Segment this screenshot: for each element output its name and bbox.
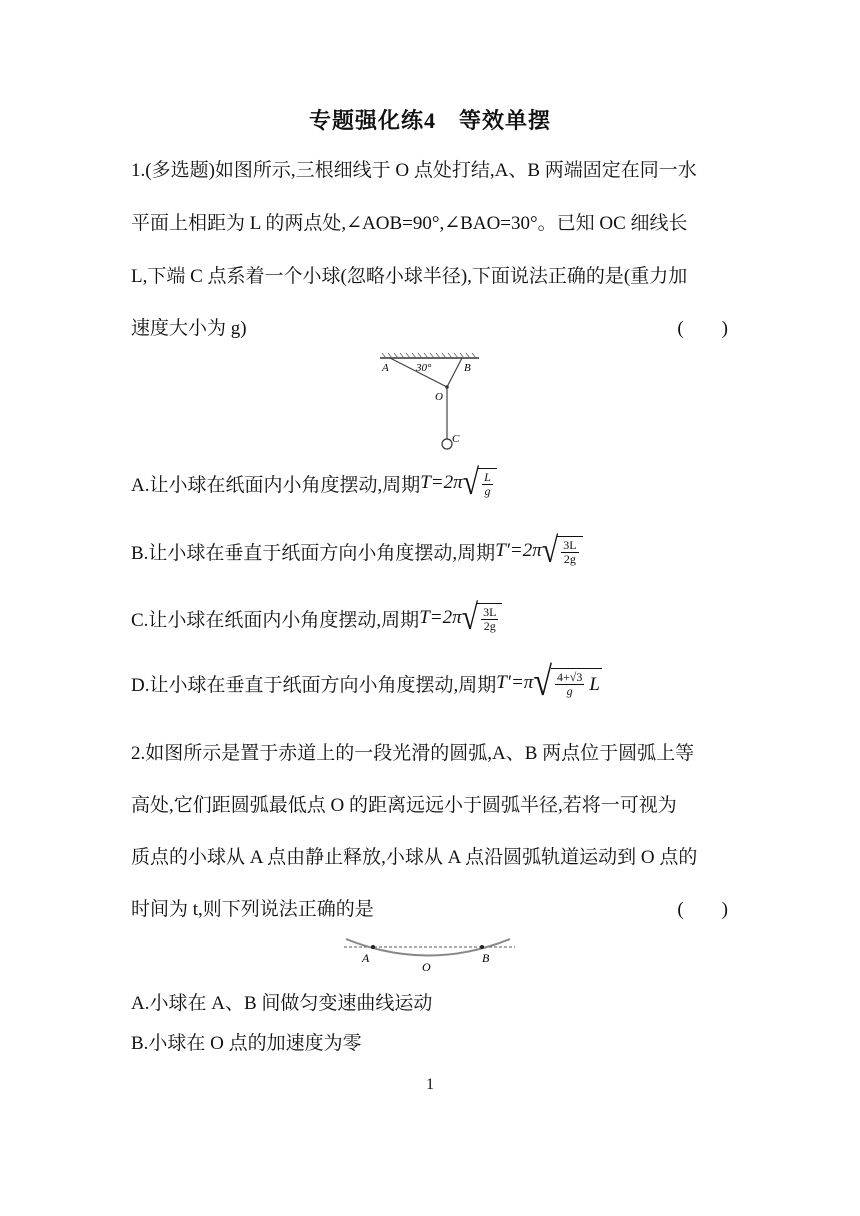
q1-option-c-den: 2g xyxy=(483,619,496,633)
q1-option-b-sqrt: √ $\frac{3L}{2g}$ xyxy=(542,536,583,566)
q2-line-4: 时间为 t,则下列说法正确的是 xyxy=(131,899,374,920)
q1-option-a-sqrt: √ $\frac{L}{g}$ xyxy=(463,468,497,498)
q1-line-1: 1.(多选题)如图所示,三根细线于 O 点处打结,A、B 两端固定在同一水 xyxy=(131,160,697,181)
q1-label-a: A xyxy=(382,362,389,374)
q1-option-d-den: g xyxy=(566,684,573,698)
q1-option-d-tail: L xyxy=(589,673,600,695)
q1-option-d xyxy=(131,660,602,705)
q1-option-c-text: C.让小球在纸面内小角度摆动,周期 xyxy=(131,609,420,631)
q1-line-4: 速度大小为 g) xyxy=(131,318,247,339)
q1-option-d-sqrt: √ $\frac{4+√3}{g}$ L xyxy=(533,660,600,705)
q2-arc-figure xyxy=(340,932,520,977)
q1-pendulum-figure xyxy=(372,350,487,455)
q1-label-b: B xyxy=(464,362,471,374)
q2-label-b: B xyxy=(482,951,490,965)
q1-option-c-lhs: T=2π xyxy=(419,607,462,628)
q1-option-b-text: B.让小球在垂直于纸面方向小角度摆动,周期 xyxy=(131,542,496,564)
q1-option-a-den: g xyxy=(484,484,491,498)
q2-option-a: A.小球在 A、B 间做匀变速曲线运动 xyxy=(131,993,433,1014)
q1-line-2: 平面上相距为 L 的两点处,∠AOB=90°,∠BAO=30°。已知 OC 细线长 xyxy=(131,213,688,234)
q2-option-b: B.小球在 O 点的加速度为零 xyxy=(131,1033,362,1054)
q1-option-a xyxy=(131,462,497,503)
q1-option-b-lhs: T′=2π xyxy=(495,540,542,561)
q1-option-d-lhs: T′=π xyxy=(496,672,534,693)
q1-label-angle: 30° xyxy=(416,362,432,374)
q1-option-b-num: 3L xyxy=(563,538,577,552)
q1-label-c: C xyxy=(452,433,460,445)
q2-line-1: 2.如图所示是置于赤道上的一段光滑的圆弧,A、B 两点位于圆弧上等 xyxy=(131,743,695,764)
q1-option-b xyxy=(131,530,583,571)
q1-option-c-sqrt: √ $\frac{3L}{2g}$ xyxy=(462,603,503,633)
q1-answer-paren: ( ) xyxy=(677,318,728,339)
page-title: 专题强化练4 等效单摆 xyxy=(308,108,551,133)
q1-option-a-num: L xyxy=(484,470,491,484)
q1-line-3: L,下端 C 点系着一个小球(忽略小球半径),下面说法正确的是(重力加 xyxy=(131,266,688,287)
q1-option-c xyxy=(131,597,502,638)
q2-label-a: A xyxy=(362,951,370,965)
q1-option-c-num: 3L xyxy=(483,605,497,619)
q1-label-o: O xyxy=(435,391,443,403)
q1-option-a-text: A.让小球在纸面内小角度摆动,周期 xyxy=(131,474,421,496)
q1-option-a-lhs: T=2π xyxy=(420,472,463,493)
q1-option-d-text: D.让小球在垂直于纸面方向小角度摆动,周期 xyxy=(131,674,497,696)
q2-answer-paren: ( ) xyxy=(677,899,728,920)
q1-option-d-num: 4+√3 xyxy=(556,670,583,684)
q2-line-3: 质点的小球从 A 点由静止释放,小球从 A 点沿圆弧轨道运动到 O 点的 xyxy=(131,847,698,868)
page-number: 1 xyxy=(426,1076,434,1093)
q2-label-o: O xyxy=(422,960,431,974)
q1-option-b-den: 2g xyxy=(563,552,576,566)
q2-line-2: 高处,它们距圆弧最低点 O 的距离远远小于圆弧半径,若将一可视为 xyxy=(131,795,677,816)
